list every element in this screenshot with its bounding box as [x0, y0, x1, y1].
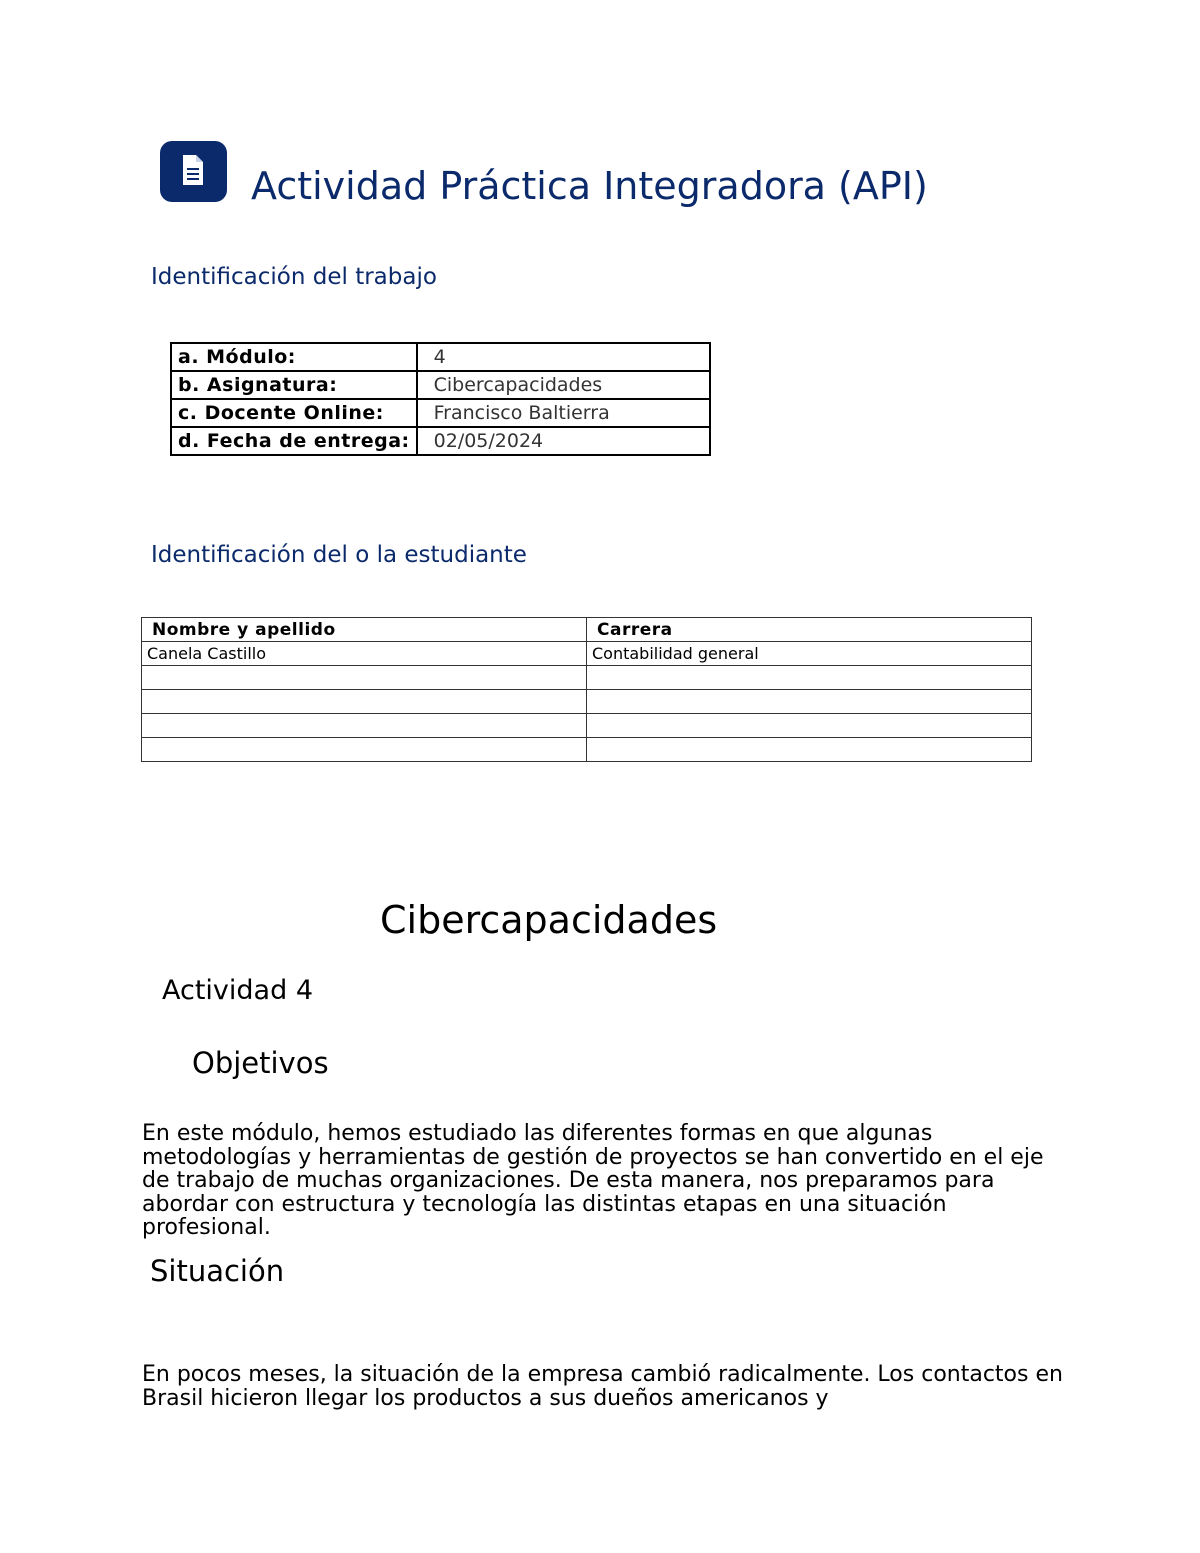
document-icon: [160, 141, 227, 202]
student-identification-table: [141, 617, 1032, 762]
work-identification-table: [170, 342, 711, 456]
activity-label: Actividad 4: [162, 975, 313, 1006]
table-row: [171, 399, 710, 427]
student-career-cell: [587, 690, 1032, 714]
due-date-value: 02/05/2024: [417, 427, 710, 455]
student-name-cell: Canela Castillo: [142, 642, 587, 666]
student-name-cell: [142, 690, 587, 714]
student-career-cell: [587, 666, 1032, 690]
table-header-row: [142, 618, 1032, 642]
student-career-cell: Contabilidad general: [587, 642, 1032, 666]
subject-label: b. Asignatura:: [171, 371, 417, 399]
table-row: [142, 642, 1032, 666]
page-title: Actividad Práctica Integradora (API): [251, 164, 928, 208]
objectives-heading: Objetivos: [192, 1046, 329, 1080]
student-career-cell: [587, 738, 1032, 762]
table-row: [142, 738, 1032, 762]
work-identification-heading: Identificación del trabajo: [151, 264, 437, 290]
student-name-cell: [142, 666, 587, 690]
student-identification-heading: Identificación del o la estudiante: [151, 542, 527, 568]
objectives-paragraph: En este módulo, hemos estudiado las diferentes formas en que algunas metodologías y herramientas de gestión de proyectos se han convertido en el eje de trabajo de muchas organizaciones. De esta manera, nos preparamos para abordar con estructura y tecnología las distintas etapas en una situación profesional.: [142, 1121, 1044, 1240]
due-date-label: d. Fecha de entrega:: [171, 427, 417, 455]
subject-title: Cibercapacidades: [380, 898, 718, 942]
table-row: [142, 690, 1032, 714]
situation-heading: Situación: [150, 1254, 285, 1288]
teacher-value: Francisco Baltierra: [417, 399, 710, 427]
module-label: a. Módulo:: [171, 343, 417, 371]
column-header-name: Nombre y apellido: [142, 618, 587, 642]
student-career-cell: [587, 714, 1032, 738]
table-row: [142, 714, 1032, 738]
situation-paragraph: En pocos meses, la situación de la empresa cambió radicalmente. Los contactos en Brasil hicieron llegar los productos a sus dueños americanos y: [142, 1362, 1063, 1411]
table-row: [142, 666, 1032, 690]
subject-value: Cibercapacidades: [417, 371, 710, 399]
table-row: [171, 427, 710, 455]
table-row: [171, 371, 710, 399]
column-header-career: Carrera: [587, 618, 1032, 642]
teacher-label: c. Docente Online:: [171, 399, 417, 427]
table-row: [171, 343, 710, 371]
student-name-cell: [142, 714, 587, 738]
module-value: 4: [417, 343, 710, 371]
student-name-cell: [142, 738, 587, 762]
